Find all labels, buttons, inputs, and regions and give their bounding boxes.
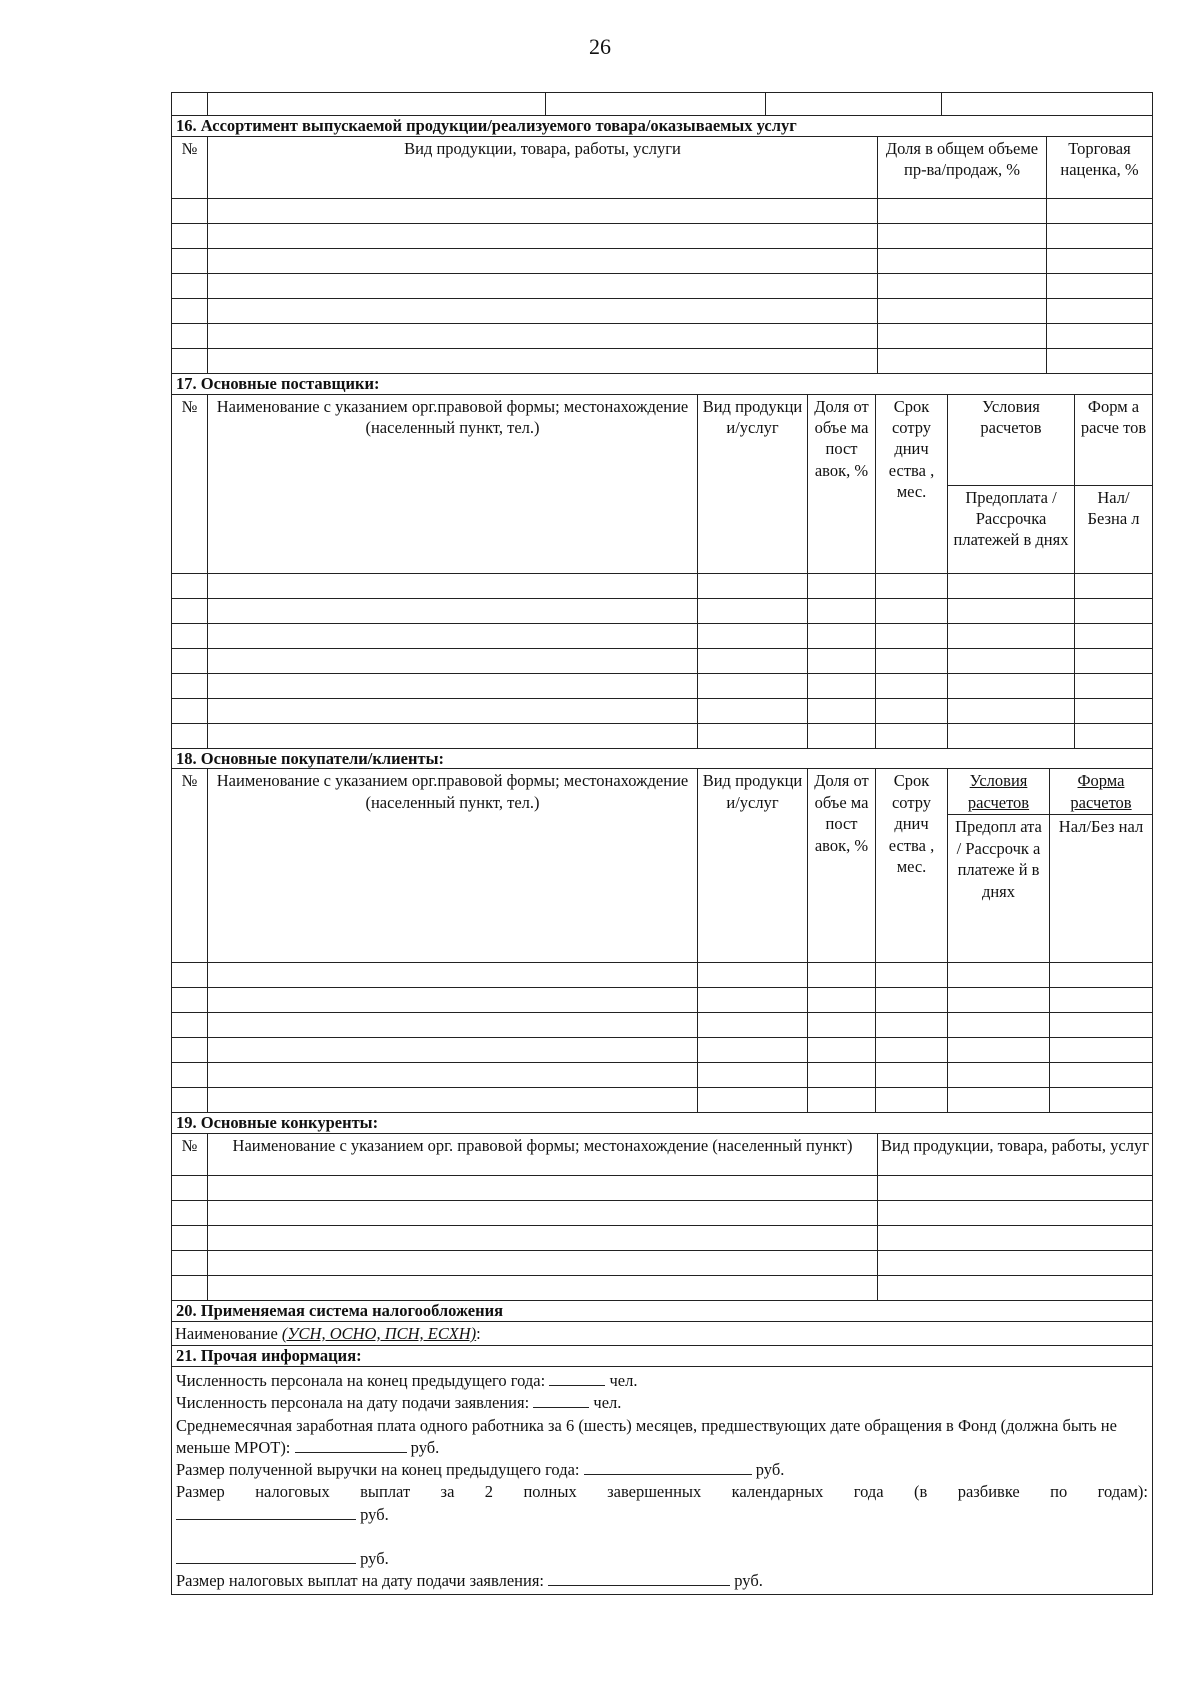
table-row bbox=[172, 348, 1153, 373]
staff-application-field[interactable] bbox=[533, 1392, 589, 1408]
application-form bbox=[171, 92, 1153, 1595]
table-row bbox=[172, 598, 1153, 623]
tax-year-2-field[interactable] bbox=[176, 1548, 356, 1564]
tax-and-other-info-table bbox=[171, 1300, 1153, 1595]
column-number: № bbox=[172, 136, 208, 198]
column-product-kind: Вид продукции, товара, работы, услуги bbox=[208, 136, 878, 198]
column-customer-name: Наименование с указанием орг.правовой формы; местонахождение (населенный пункт, тел.) bbox=[208, 769, 698, 963]
table-row bbox=[172, 963, 1153, 988]
column-competitor-name: Наименование с указанием орг. правовой формы; местонахождение (населенный пункт) bbox=[208, 1134, 878, 1176]
page-number: 26 bbox=[589, 34, 611, 59]
other-info-block bbox=[172, 1367, 1153, 1595]
column-number: № bbox=[172, 1134, 208, 1176]
tax-two-years-line: Размер налоговых выплат за 2 полных завершенных календарных года (в разбивке по годам): bbox=[176, 1482, 1148, 1502]
table-row bbox=[172, 198, 1153, 223]
table-row bbox=[172, 623, 1153, 648]
salary-field[interactable] bbox=[295, 1437, 407, 1453]
column-payment-form: Форма расчетов bbox=[1050, 769, 1153, 815]
table-row bbox=[172, 673, 1153, 698]
tax-system-options: (УСН, ОСНО, ПСН, ЕСХН) bbox=[281, 1323, 477, 1343]
table-row bbox=[172, 1201, 1153, 1226]
revenue-field[interactable] bbox=[584, 1459, 752, 1475]
tax-year-1-field[interactable] bbox=[176, 1504, 356, 1520]
section-18-title: 18. Основные покупатели/клиенты: bbox=[172, 748, 1153, 769]
column-share: Доля в общем объеме пр-ва/продаж, % bbox=[878, 136, 1047, 198]
table-row bbox=[172, 1251, 1153, 1276]
section-20-title: 20. Применяемая система налогообложения bbox=[172, 1301, 1153, 1322]
section-19-title: 19. Основные конкуренты: bbox=[172, 1113, 1153, 1134]
section-16-title: 16. Ассортимент выпускаемой продукции/реализуемого товара/оказываемых услуг bbox=[172, 116, 1153, 137]
table-row bbox=[172, 1038, 1153, 1063]
table-row bbox=[172, 1063, 1153, 1088]
table-row bbox=[172, 1276, 1153, 1301]
table-row bbox=[172, 1013, 1153, 1038]
table-row bbox=[172, 648, 1153, 673]
tax-application-line: Размер налоговых выплат на дату подачи заявления: руб. bbox=[176, 1571, 763, 1591]
tax-system-field[interactable]: Наименование (УСН, ОСНО, ПСН, ЕСХН): bbox=[172, 1321, 1153, 1345]
table-row bbox=[172, 1176, 1153, 1201]
customers-table bbox=[171, 748, 1153, 1114]
column-payment-form-detail: Нал/ Безна л bbox=[1075, 485, 1153, 573]
table-row bbox=[172, 248, 1153, 273]
table-row bbox=[172, 988, 1153, 1013]
tax-application-field[interactable] bbox=[548, 1570, 730, 1586]
tax-year-1-line: руб. bbox=[176, 1504, 1148, 1526]
competitors-table bbox=[171, 1112, 1153, 1301]
tax-year-2-line: руб. bbox=[176, 1548, 1148, 1570]
revenue-line: Размер полученной выручки на конец предыдущего года: руб. bbox=[176, 1460, 785, 1480]
column-payment-form: Форм а расче тов bbox=[1075, 394, 1153, 485]
column-product-kind: Вид продукци и/услуг bbox=[698, 394, 808, 573]
suppliers-table bbox=[171, 373, 1153, 749]
column-product-kind: Вид продукции, товара, работы, услуг bbox=[878, 1134, 1153, 1176]
column-payment-terms-detail: Предоплата / Рассрочка платежей в днях bbox=[948, 485, 1075, 573]
previous-table-continuation bbox=[171, 92, 1153, 116]
staff-application-line: Численность персонала на дату подачи заявления: чел. bbox=[176, 1393, 622, 1413]
column-payment-terms-detail: Предопл ата / Рассрочк а платеже й в днях bbox=[948, 815, 1050, 963]
column-cooperation-term: Срок сотру днич ества , мес. bbox=[876, 394, 948, 573]
table-row bbox=[172, 723, 1153, 748]
column-supply-share: Доля от объе ма пост авок, % bbox=[808, 394, 876, 573]
table-row bbox=[172, 323, 1153, 348]
staff-end-year-line: Численность персонала на конец предыдущего года: чел. bbox=[176, 1371, 638, 1391]
table-row bbox=[172, 298, 1153, 323]
table-row bbox=[172, 1226, 1153, 1251]
column-markup: Торговая наценка, % bbox=[1047, 136, 1153, 198]
table-row bbox=[172, 698, 1153, 723]
section-17-title: 17. Основные поставщики: bbox=[172, 373, 1153, 394]
column-supplier-name: Наименование с указанием орг.правовой формы; местонахождение (населенный пункт, тел.) bbox=[208, 394, 698, 573]
table-row bbox=[172, 223, 1153, 248]
column-supply-share: Доля от объе ма пост авок, % bbox=[808, 769, 876, 963]
assortment-table bbox=[171, 115, 1153, 374]
column-payment-terms: Условия расчетов bbox=[948, 394, 1075, 485]
section-21-title: 21. Прочая информация: bbox=[172, 1346, 1153, 1367]
table-row bbox=[172, 1088, 1153, 1113]
table-row bbox=[172, 573, 1153, 598]
column-cooperation-term: Срок сотру днич ества , мес. bbox=[876, 769, 948, 963]
tax-system-label: Наименование bbox=[175, 1323, 282, 1343]
column-number: № bbox=[172, 394, 208, 573]
column-payment-terms: Условия расчетов bbox=[948, 769, 1050, 815]
column-product-kind: Вид продукци и/услуг bbox=[698, 769, 808, 963]
staff-end-year-field[interactable] bbox=[549, 1370, 605, 1386]
salary-line: Среднемесячная заработная плата одного работника за 6 (шесть) месяцев, предшествующих дате обращения в Фонд (должна быть не меньше МРОТ): руб. bbox=[176, 1415, 1117, 1457]
column-payment-form-detail: Нал/Без нал bbox=[1050, 815, 1153, 963]
table-row bbox=[172, 273, 1153, 298]
column-number: № bbox=[172, 769, 208, 963]
